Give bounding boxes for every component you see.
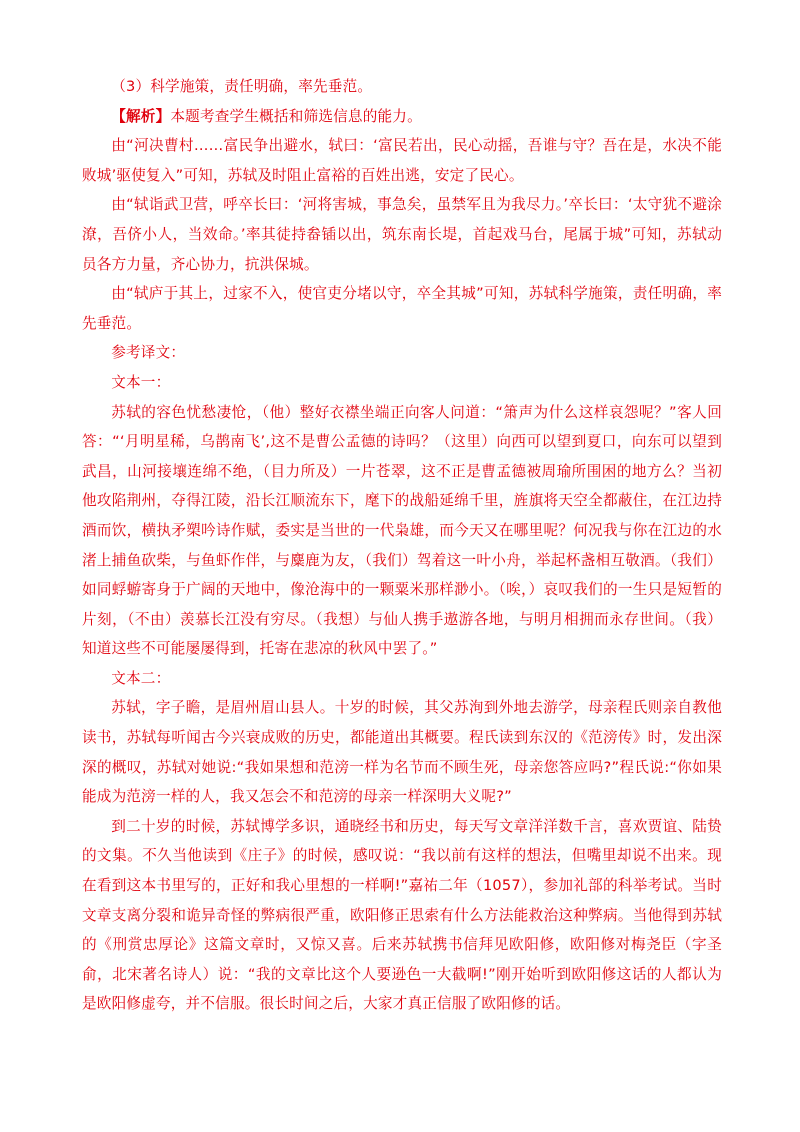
document-body [82,72,722,1019]
analysis-tag: 【解析】 [111,107,171,125]
text1-heading: 文本一： [111,373,171,391]
text2-paragraph-1: 苏轼，字子瞻，是眉州眉山县人。十岁的时候，其父苏洵到外地去游学，母亲程氏则亲自教他读书，苏轼每听闻古今兴衰成败的历史，都能道出其概要。程氏读到东汉的《范滂传》时，发出深深的概叹，苏轼对她说:“我如果想和范滂一样为名节而不顾生死，母亲您答应吗?”程氏说:“你如果能成为范滂一样的人，我又怎会不和范滂的母亲一样深明大义呢?” [82,699,722,806]
text2-paragraph-2: 到二十岁的时候，苏轼博学多识，通晓经书和历史，每天写文章洋洋数千言，喜欢贾谊、陆贽的文集。不久当他读到《庄子》的时候，感叹说：“我以前有这样的想法，但嘴里却说不出来。现在看到这本书里写的，正好和我心里想的一样啊!”嘉祐二年（1057），参加礼部的科举考试。当时文章支离分裂和诡异奇怪的弊病很严重，欧阳修正思索有什么方法能救治这种弊病。当他得到苏轼的《刑赏忠厚论》这篇文章时，又惊又喜。后来苏轼携书信拜见欧阳修，欧阳修对梅尧臣（字圣俞，北宋著名诗人）说：“我的文章比这个人要逊色一大截啊!”刚开始听到欧阳修这话的人都认为是欧阳修虚夸，并不信服。很长时间之后，大家才真正信服了欧阳修的话。 [82,817,722,1013]
analysis-paragraph-1: 由“河决曹村……富民争出避水，轼曰：‘富民若出，民心动摇，吾谁与守？吾在是，水决不能败城’驱使复入”可知，苏轼及时阻止富裕的百姓出逃，安定了民心。 [82,137,722,184]
analysis-line [82,102,722,132]
analysis-text: 本题考查学生概括和筛选信息的能力。 [170,107,422,125]
answer-3: （3）科学施策，责任明确，率先垂范。 [111,78,373,95]
text2-heading: 文本二： [111,669,171,687]
text1-body: 苏轼的容色忧愁凄怆，（他）整好衣襟坐端正向客人问道：“箫声为什么这样哀怨呢？”客人回答：“‘月明星稀，乌鹊南飞’,这不是曹公孟德的诗吗？（这里）向西可以望到夏口，向东可以望到武昌，山河接壤连绵不绝，（目力所及）一片苍翠，这不正是曹孟德被周瑜所围困的地方么？当初他攻陷荆州，夺得江陵，沿长江顺流东下，麾下的战船延绵千里，旌旗将天空全都蔽住，在江边持酒而饮，横执矛槊吟诗作赋，委实是当世的一代枭雄，而今天又在哪里呢？何况我与你在江边的水渚上捕鱼砍柴，与鱼虾作伴，与麋鹿为友，（我们）驾着这一叶小舟，举起杯盏相互敬酒。（我们）如同蜉蝣寄身于广阔的天地中，像沧海中的一颗粟米那样渺小。（唉，）哀叹我们的一生只是短暂的片刻，（不由）羡慕长江没有穷尽。（我想）与仙人携手遨游各地，与明月相拥而永存世间。（我）知道这些不可能屡屡得到，托寄在悲凉的秋风中罢了。” [82,403,722,658]
analysis-paragraph-2: 由“轼诣武卫营，呼卒长曰：‘河将害城，事急矣，虽禁军且为我尽力。’卒长曰：‘太守犹不避涂潦，吾侪小人，当效命。’率其徒持畚锸以出，筑东南长堤，首起戏马台，尾属于城”可知，苏轼动员各方力量，齐心协力，抗洪保城。 [82,196,722,273]
translation-heading: 参考译文： [111,344,186,362]
analysis-paragraph-3: 由“轼庐于其上，过家不入，使官吏分堵以守，卒全其城”可知，苏轼科学施策，责任明确，率先垂范。 [82,285,722,332]
